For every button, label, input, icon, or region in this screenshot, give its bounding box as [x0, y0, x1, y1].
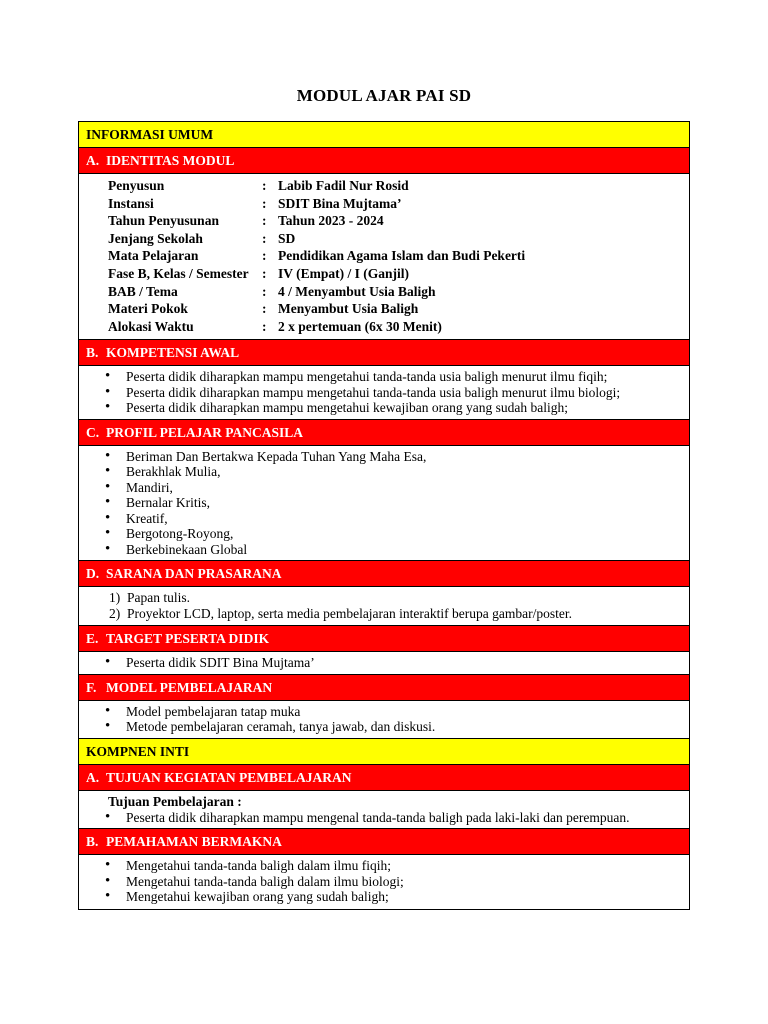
- list-item: • Berakhlak Mulia,: [79, 464, 689, 480]
- document-title: MODUL AJAR PAI SD: [296, 86, 472, 105]
- list-item: [79, 606, 689, 622]
- target-content: [79, 652, 689, 675]
- list-item: • Bergotong-Royong,: [79, 526, 689, 542]
- identity-label: Materi Pokok: [108, 301, 188, 317]
- section-title: PROFIL PELAJAR PANCASILA: [106, 424, 304, 440]
- identity-label: Instansi: [108, 195, 154, 211]
- identity-row: [108, 318, 689, 336]
- identity-row: [108, 212, 689, 230]
- komponen-inti-header: KOMPNEN INTI: [79, 739, 689, 765]
- sarana-content: [79, 587, 689, 626]
- identity-value: Pendidikan Agama Islam dan Budi Pekerti: [278, 248, 526, 264]
- model-content: [79, 701, 689, 739]
- pemahaman-content: [79, 855, 689, 910]
- list-item: [79, 590, 689, 606]
- kompetensi-awal-header: [79, 340, 689, 366]
- identity-colon: :: [262, 318, 267, 334]
- list-item: • Peserta didik diharapkan mampu mengetahui tanda-tanda usia baligh menurut ilmu biologi;: [79, 385, 689, 401]
- section-letter: A.: [86, 769, 100, 785]
- identity-label: Mata Pelajaran: [108, 248, 199, 264]
- identity-label: Alokasi Waktu: [108, 318, 194, 334]
- list-item: • Peserta didik diharapkan mampu mengenal tanda-tanda baligh pada laki-laki dan perempuan.: [79, 810, 689, 826]
- identity-value: Tahun 2023 - 2024: [278, 213, 384, 229]
- list-item: • Kreatif,: [79, 511, 689, 527]
- identitas-modul-header: [79, 148, 689, 174]
- list-item: • Beriman Dan Bertakwa Kepada Tuhan Yang Maha Esa,: [79, 449, 689, 465]
- section-title: MODEL PEMBELAJARAN: [106, 679, 273, 695]
- identitas-modul-content: [79, 174, 689, 340]
- section-letter: C.: [86, 424, 100, 440]
- list-item: • Mengetahui tanda-tanda baligh dalam ilmu biologi;: [79, 874, 689, 890]
- section-letter: E.: [86, 631, 99, 647]
- identity-label: Jenjang Sekolah: [108, 230, 203, 246]
- identity-value: Menyambut Usia Baligh: [278, 301, 419, 317]
- module-table: [78, 121, 690, 910]
- list-number: 2): [109, 606, 121, 622]
- section-letter: F.: [86, 679, 97, 695]
- identity-label: Fase B, Kelas / Semester: [108, 265, 249, 281]
- section-title: IDENTITAS MODUL: [106, 153, 235, 168]
- target-header: [79, 626, 689, 652]
- numbered-list: [79, 590, 689, 622]
- list-item: • Berkebinekaan Global: [79, 542, 689, 558]
- bullet-list: [79, 810, 689, 826]
- section-title: TARGET PESERTA DIDIK: [106, 631, 270, 647]
- informasi-umum-header: INFORMASI UMUM: [79, 122, 689, 148]
- list-text: Papan tulis.: [127, 590, 190, 606]
- identity-label: Tahun Penyusunan: [108, 213, 219, 229]
- identity-colon: :: [262, 283, 267, 299]
- list-number: 1): [109, 590, 121, 606]
- section-letter: B.: [86, 345, 99, 361]
- section-title: KOMPETENSI AWAL: [106, 345, 240, 361]
- section-title: SARANA DAN PRASARANA: [106, 566, 282, 582]
- model-header: [79, 675, 689, 701]
- bullet-list: [79, 449, 689, 558]
- identity-row: [108, 300, 689, 318]
- tujuan-header: [79, 765, 689, 791]
- identity-colon: :: [262, 265, 267, 281]
- list-item: • Mandiri,: [79, 480, 689, 496]
- list-item: • Mengetahui kewajiban orang yang sudah baligh;: [79, 889, 689, 905]
- section-title: TUJUAN KEGIATAN PEMBELAJARAN: [106, 769, 352, 785]
- profil-pancasila-content: [79, 446, 689, 562]
- identity-label: BAB / Tema: [108, 283, 178, 299]
- identity-colon: :: [262, 248, 267, 264]
- identity-colon: :: [262, 301, 267, 317]
- list-item: • Peserta didik diharapkan mampu mengetahui tanda-tanda usia baligh menurut ilmu fiqih;: [79, 369, 689, 385]
- list-item: • Bernalar Kritis,: [79, 495, 689, 511]
- list-item: • Mengetahui tanda-tanda baligh dalam ilmu fiqih;: [79, 858, 689, 874]
- identity-row: [108, 230, 689, 248]
- identity-label: Penyusun: [108, 178, 165, 193]
- identity-value: 4 / Menyambut Usia Baligh: [278, 283, 436, 299]
- bullet-list: [79, 369, 689, 416]
- list-item: • Peserta didik diharapkan mampu mengetahui kewajiban orang yang sudah baligh;: [79, 400, 689, 416]
- identity-value: 2 x pertemuan (6x 30 Menit): [278, 318, 442, 334]
- identity-row: [108, 177, 689, 195]
- tujuan-content: [79, 791, 689, 830]
- list-item: • Model pembelajaran tatap muka: [79, 704, 689, 720]
- identity-colon: :: [262, 230, 267, 246]
- tujuan-sub-label: Tujuan Pembelajaran :: [108, 793, 242, 809]
- identity-value: SD: [278, 230, 296, 246]
- identity-colon: :: [262, 178, 267, 193]
- profil-pancasila-header: [79, 420, 689, 446]
- bullet-list: [79, 655, 689, 671]
- identity-value: IV (Empat) / I (Ganjil): [278, 265, 410, 281]
- kompetensi-awal-content: [79, 366, 689, 420]
- identity-colon: :: [262, 213, 267, 229]
- identity-value: Labib Fadil Nur Rosid: [278, 178, 409, 193]
- pemahaman-header: [79, 829, 689, 855]
- list-item: • Peserta didik SDIT Bina Mujtama’: [79, 655, 689, 671]
- list-item: • Metode pembelajaran ceramah, tanya jawab, dan diskusi.: [79, 719, 689, 735]
- bullet-list: [79, 704, 689, 735]
- identity-colon: :: [262, 195, 267, 211]
- identity-row: [108, 283, 689, 301]
- section-title: PEMAHAMAN BERMAKNA: [106, 834, 282, 850]
- sarana-header: [79, 561, 689, 587]
- identity-value: SDIT Bina Mujtama’: [278, 195, 402, 211]
- identity-row: [108, 247, 689, 265]
- section-letter: B.: [86, 834, 99, 850]
- bullet-list: [79, 858, 689, 905]
- identity-row: [108, 195, 689, 213]
- list-text: Proyektor LCD, laptop, serta media pembelajaran interaktif berupa gambar/poster.: [127, 606, 572, 622]
- section-letter: D.: [86, 566, 100, 582]
- section-letter: A.: [86, 153, 100, 168]
- identity-row: [108, 265, 689, 283]
